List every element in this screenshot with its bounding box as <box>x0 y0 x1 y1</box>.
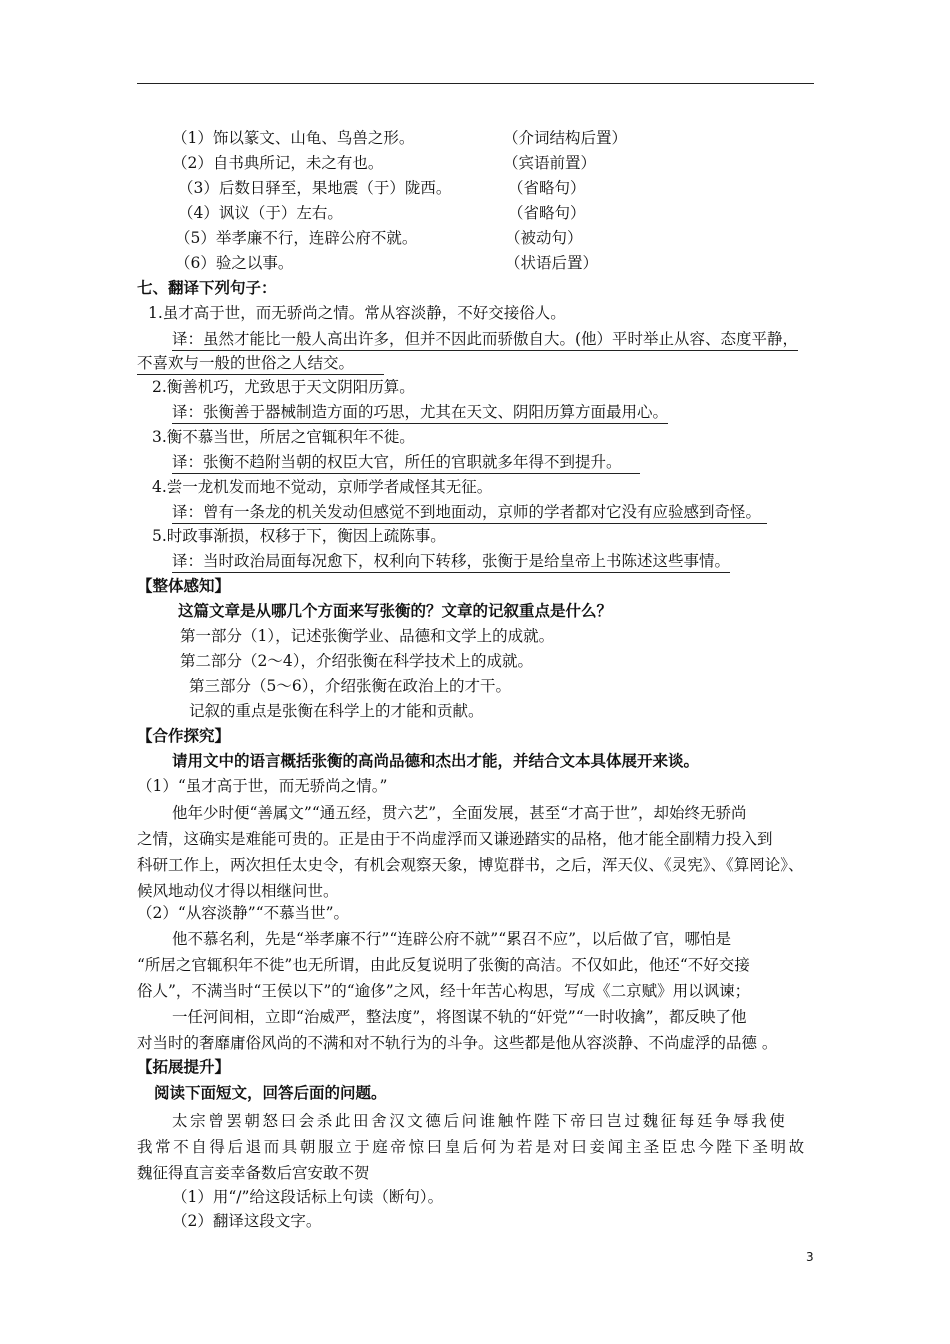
section-heading-extend: 【拓展提升】 <box>137 1058 231 1076</box>
overview-line: 第三部分（5～6），介绍张衡在政治上的才干。 <box>189 677 511 695</box>
structure-item: （6）验之以事。 <box>175 254 294 272</box>
overview-line: 第二部分（2～4），介绍张衡在科学技术上的成就。 <box>180 652 533 670</box>
structure-tag: （被动句） <box>505 229 583 247</box>
translation-answer: 译：虽然才能比一般人高出许多，但并不因此而骄傲自大。(他）平时举止从容、态度平静， <box>172 329 798 351</box>
header-rule <box>137 83 814 84</box>
page-number: 3 <box>806 1250 814 1264</box>
structure-tag: （省略句） <box>508 204 586 222</box>
explore-point-title: （1）“虽才高于世，而无骄尚之情。” <box>137 777 388 795</box>
structure-item: （3）后数日驿至，果地震（于）陇西。 <box>178 179 452 197</box>
question-sentence: 2.衡善机巧，尤致思于天文阴阳历算。 <box>152 378 415 396</box>
explore-paragraph-line: 他年少时便“善属文”“通五经，贯六艺”，全面发展，甚至“才高于世”，却始终无骄尚 <box>172 804 747 822</box>
explore-paragraph-line: 他不慕名利，先是“举孝廉不行”“连辟公府不就”“累召不应”，以后做了官，哪怕是 <box>172 930 732 948</box>
explore-paragraph-line: 一任河间相，立即“治威严，整法度”，将图谋不轨的“奸党”“一时收擒”，都反映了他 <box>172 1008 747 1026</box>
explore-paragraph-line: “所居之官辄积年不徙”也无所谓，由此反复说明了张衡的高洁。不仅如此，他还“不好交接 <box>137 956 750 974</box>
explore-paragraph-line: 对当时的奢靡庸俗风尚的不满和对不轨行为的斗争。这些都是他从容淡静、不尚虚浮的品德 。 <box>137 1034 778 1052</box>
section-heading-translate: 七、翻译下列句子： <box>137 279 277 297</box>
section-heading-overview: 【整体感知】 <box>137 577 231 595</box>
explore-paragraph-line: 候风地动仪才得以相继问世。 <box>137 882 339 900</box>
overview-line: 第一部分（1），记述张衡学业、品德和文学上的成就。 <box>180 627 555 645</box>
extend-question: （2）翻译这段文字。 <box>172 1212 322 1230</box>
overview-question: 这篇文章是从哪几个方面来写张衡的？文章的记叙重点是什么？ <box>178 602 613 620</box>
explore-paragraph-line: 之情，这确实是难能可贵的。正是由于不尚虚浮而又谦逊踏实的品格，他才能全副精力投入到 <box>137 830 773 848</box>
question-sentence: 5.时政事渐损，权移于下，衡因上疏陈事。 <box>152 527 446 545</box>
section-heading-explore: 【合作探究】 <box>137 727 231 745</box>
question-sentence: 3.衡不慕当世，所居之官辄积年不徙。 <box>152 428 415 446</box>
translation-answer: 译：当时政治局面每况愈下，权利向下转移，张衡于是给皇帝上书陈述这些事情。 <box>172 551 730 573</box>
question-sentence: 1.虽才高于世，而无骄尚之情。常从容淡静，不好交接俗人。 <box>148 304 566 322</box>
structure-tag: （省略句） <box>508 179 586 197</box>
translation-answer: 译：张衡善于器械制造方面的巧思，尤其在天文、阴阳历算方面最用心。 <box>172 402 668 424</box>
translation-answer: 译：张衡不趋附当朝的权臣大官，所任的官职就多年得不到提升。 <box>172 452 640 474</box>
extend-question: （1）用“/”给这段话标上句读（断句）。 <box>172 1188 444 1206</box>
structure-tag: （介词结构后置） <box>503 129 628 147</box>
question-sentence: 4.尝一龙机发而地不觉动，京师学者咸怪其无征。 <box>152 478 493 496</box>
explore-paragraph-line: 科研工作上，两次担任太史令，有机会观察天象，博览群书，之后，浑天仪、《灵宪》、《算罔论》、 <box>137 856 804 874</box>
explore-question: 请用文中的语言概括张衡的高尚品德和杰出才能，并结合文本具体展开来谈。 <box>172 752 700 770</box>
classical-text-line: 我常不自得后退而具朝服立于庭帝惊曰皇后何为若是对曰妾闻主圣臣忠今陛下圣明故 <box>137 1138 807 1156</box>
translation-answer: 译：曾有一条龙的机关发动但感觉不到地面动，京师的学者都对它没有应验感到奇怪。 <box>172 502 767 524</box>
translation-answer-cont: 不喜欢与一般的世俗之人结交。 <box>137 353 384 375</box>
structure-item: （4）讽议（于）左右。 <box>178 204 343 222</box>
structure-item: （2）自书典所记，未之有也。 <box>172 154 384 172</box>
extend-instruction: 阅读下面短文，回答后面的问题。 <box>154 1084 387 1102</box>
classical-text-line: 太宗曾罢朝怒曰会杀此田舍汉文德后问谁触忤陛下帝曰岂过魏征每廷争辱我使 <box>172 1112 788 1130</box>
explore-point-title: （2）“从容淡静”“不慕当世”。 <box>137 904 350 922</box>
classical-text-line: 魏征得直言妾幸备数后宫安敢不贺 <box>137 1164 370 1182</box>
structure-item: （5）举孝廉不行，连辟公府不就。 <box>175 229 418 247</box>
explore-paragraph-line: 俗人”，不满当时“王侯以下”的“逾侈”之风，经十年苦心构思，写成《二京赋》用以讽谏； <box>137 982 751 1000</box>
structure-tag: （状语后置） <box>505 254 599 272</box>
structure-tag: （宾语前置） <box>503 154 597 172</box>
structure-item: （1）饰以篆文、山龟、鸟兽之形。 <box>172 129 415 147</box>
overview-line: 记叙的重点是张衡在科学上的才能和贡献。 <box>189 702 484 720</box>
